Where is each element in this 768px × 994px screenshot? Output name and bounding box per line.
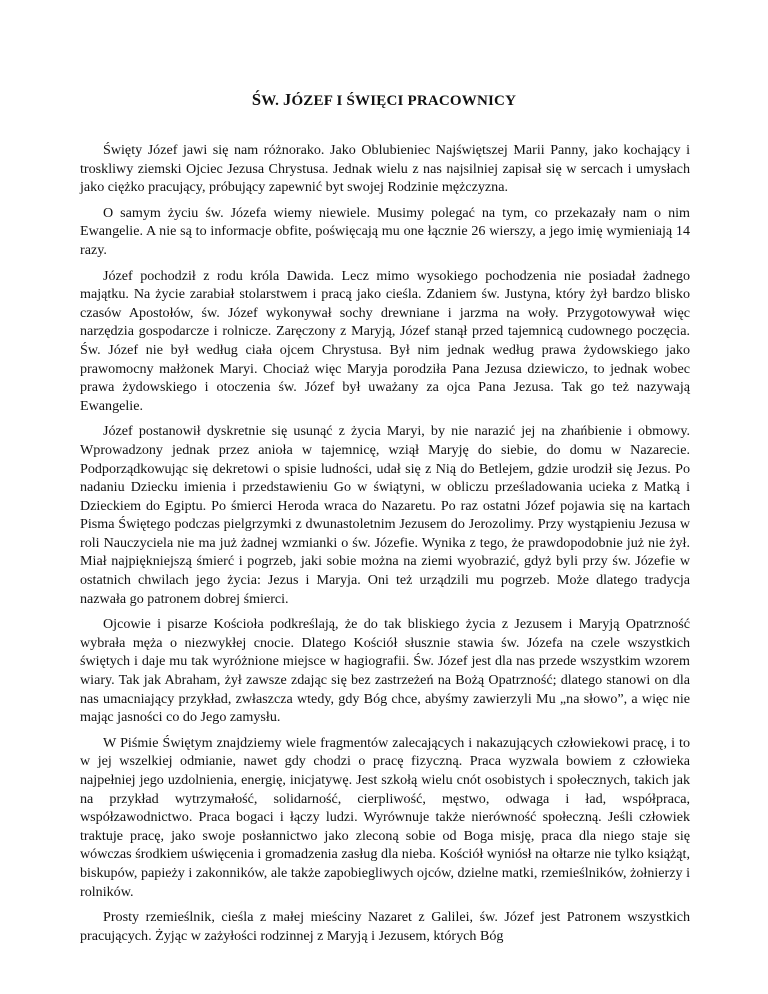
- title-part-2: ÓZEF I ŚWIĘCI PRACOWNICY: [291, 93, 517, 109]
- title-part-1: W.: [261, 93, 283, 109]
- paragraph-3: Józef pochodził z rodu króla Dawida. Lecz mimo wysokiego pochodzenia nie posiadał żadnego majątku. Na życie zarabiał stolarstwem i pracą jako cieśla. Zdaniem św. Justyna, który żył bardzo blisko czasów Apostołów, św. Józef wykonywał sochy drewniane i jarzma na woły. Przygotowywał więc narzędzia gospodarcze i rolnicze. Zaręczony z Maryją, Józef stanął przed tajemnicą cudownego poczęcia. Św. Józef nie był według ciała ojcem Chrystusa. Był nim jednak według prawa żydowskiego jako prawomocny małżonek Maryi. Chociaż więc Maryja porodziła Pana Jezusa dziewiczo, to jednak wobec prawa żydowskiego i otoczenia św. Józef był uważany za ojca Pana Jezusa. Tak go też nazywają Ewangelie.: [80, 267, 690, 414]
- paragraph-2: O samym życiu św. Józefa wiemy niewiele. Musimy polegać na tym, co przekazały nam o nim Ewangelie. A nie są to informacje obfite, poświęcają mu one łącznie 26 wierszy, a jego imię wymieniają 14 razy.: [80, 204, 690, 258]
- paragraph-1: Święty Józef jawi się nam różnorako. Jako Oblubieniec Najświętszej Marii Panny, jako kochający i troskliwy ziemski Ojciec Jezusa Chrystusa. Jednak wielu z nas najsilniej zapisał się w sercach i umysłach jako ciężko pracujący, próbujący zapewnić byt swojej Rodzinie mężczyzna.: [80, 142, 690, 196]
- paragraph-4: Józef postanowił dyskretnie się usunąć z życia Maryi, by nie narazić jej na zhańbienie i obmowy. Wprowadzony jednak przez anioła w tajemnicę, wziął Maryję do siebie, do domu w Nazarecie. Podporządkowując się dekretowi o spisie ludności, udał się z Nią do Betlejem, gdzie urodził się Jezus. Po nadaniu Dziecku imienia i przedstawieniu Go w świątyni, w obliczu prześladowania ucieka z Matką i Dzieckiem do Egiptu. Po śmierci Heroda wraca do Nazaretu. Po raz ostatni Józef pojawia się na kartach Pisma Świętego podczas pielgrzymki z dwunastoletnim Jezusem do Jerozolimy. Przy wystąpieniu Jezusa w roli Nauczyciela nie ma już żadnej wzmianki o św. Józefie. Wynika z tego, że prawdopodobnie już nie żył. Miał najpiękniejszą śmierć i pogrzeb, jaki sobie można na ziemi wyobrazić, gdyż byli przy św. Józefie w ostatnich chwilach jego życia: Jezus i Maryja. Oni też urządzili mu pogrzeb. Może dlatego tradycja nazwała go patronem dobrej śmierci.: [80, 423, 690, 607]
- article-body: [80, 141, 690, 952]
- paragraph-6: W Piśmie Świętym znajdziemy wiele fragmentów zalecających i nakazujących człowiekowi pracę, i to w jej wszelkiej odmianie, nawet gdy chodzi o pracę fizyczną. Praca wyzwala bowiem z człowieka najpełniej jego uzdolnienia, energię, inicjatywę. Jest szkołą wielu cnót osobistych i społecznych, takich jak na przykład wytrzymałość, solidarność, cierpliwość, męstwo, odwaga i ład, współpraca, współzawodnictwo. Praca bogaci i łączy ludzi. Wyrównuje także nierówność społeczną. Jeśli człowiek traktuje pracę, jako swoje posłannictwo jako zleconą sobie od Boga misję, praca dla niego staje się wówczas środkiem uświęcenia i gromadzenia zasług dla nieba. Kościół wyniósł na ołtarze nie tylko książąt, biskupów, papieży i zakonników, ale także zapobiegliwych ojców, dzielne matki, rzemieślników, żołnierzy i rolników.: [80, 734, 690, 900]
- paragraph-7: Prosty rzemieślnik, cieśla z małej mieściny Nazaret z Galilei, św. Józef jest Patronem wszystkich pracujących. Żyjąc w zażyłości rodzinnej z Maryją i Jezusem, których Bóg: [80, 909, 690, 944]
- title-initial-1: Ś: [251, 90, 262, 109]
- paragraph-5: Ojcowie i pisarze Kościoła podkreślają, że do tak bliskiego życia z Jezusem i Maryją Opatrzność wybrała męża o niezwykłej cnocie. Dlatego Kościół słusznie stawia św. Józefa na czele wszystkich świętych i daje mu tak wyróżnione miejsce w hagiografii. Św. Józef jest dla nas przede wszystkim wzorem wiary. Tak jak Abraham, żył zawsze zdając się bez zastrzeżeń na Bożą Opatrzność; dlatego stanowi on dla nas umacniający przykład, zwłaszcza wtedy, gdy Bóg chce, abyśmy zawierzyli Mu „na słowo”, a więc nie mając jasności co do Jego zamysłu.: [80, 616, 690, 726]
- document-title: [0, 90, 768, 110]
- title-initial-2: J: [282, 90, 292, 109]
